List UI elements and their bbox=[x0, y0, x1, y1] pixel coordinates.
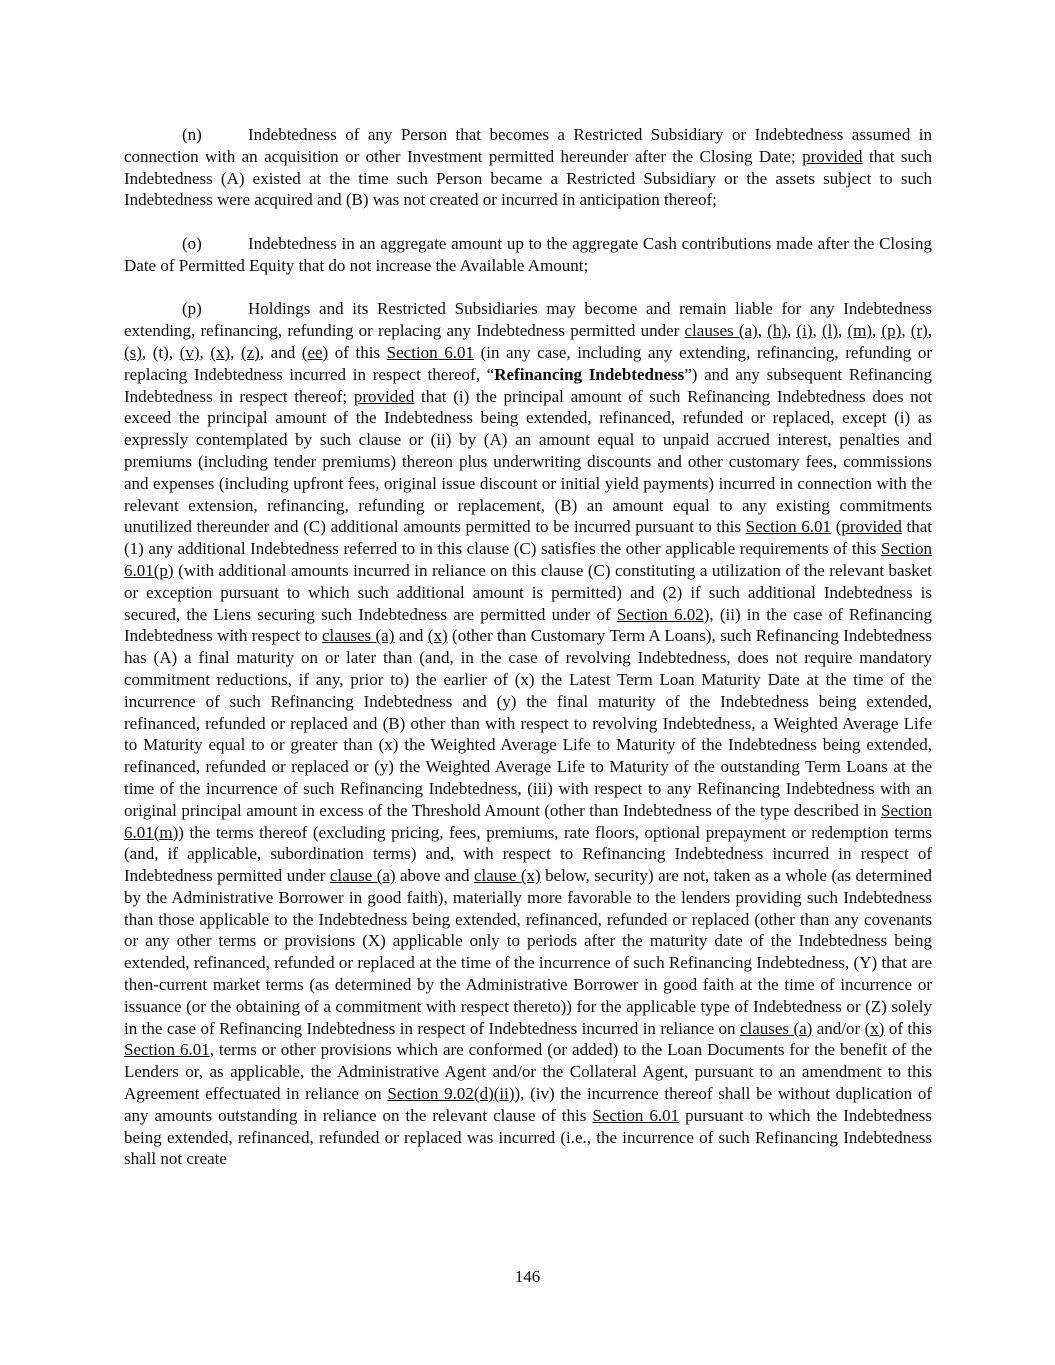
text-segment: above and bbox=[395, 866, 474, 886]
text-segment: below, security) are not, taken as a whole (as determined by the Administrative Borrower in good faith), materially more favorable to the lenders providing such Indebtedness than those applicable to the Indebtedness being extended, refinanced, refunded or replaced (other than any covenants or any other terms or provisions (X) applicable only to periods after the maturity date of the Indebtedness being extended, refinanced, refunded or replaced at the time of the incurrence of such Refinancing Indebtedness, (Y) that are then-current market terms (as determined by the Administrative Borrower in good faith at the time of incurrence or issuance (or the obtaining of a commitment with respect thereto)) for the applicable type of Indebtedness or (Z) solely in the case of Refinancing Indebtedness in respect of Indebtedness incurred in reliance on bbox=[124, 866, 933, 1038]
cross-reference: (i) bbox=[796, 321, 813, 341]
text-segment: Holdings and its Restricted Subsidiaries may become and remain liable for any Indebtedness extending, refinancing, refunding or replacing any Indebtedness permitted under bbox=[124, 299, 932, 341]
text-segment: of this bbox=[884, 1018, 932, 1038]
cross-reference: (h) bbox=[767, 321, 787, 341]
cross-reference: (x) bbox=[864, 1018, 885, 1038]
text-segment: ( bbox=[831, 517, 842, 537]
cross-reference: Section 9.02(d)(ii) bbox=[387, 1084, 515, 1104]
cross-reference: clauses (a) bbox=[322, 626, 395, 646]
text-segment: (with additional amounts incurred in reliance on this clause (C) constituting a utilization of the relevant basket or exception pursuant to which such additional amount is permitted) and (2) if such additional Indebtedness is secured, the Liens securing such Indebtedness are permitted under of bbox=[124, 560, 932, 624]
text-segment: and bbox=[394, 626, 428, 646]
paragraph-n bbox=[124, 124, 932, 211]
text-segment: , bbox=[230, 342, 241, 362]
paragraph-label: (o) bbox=[182, 233, 202, 253]
document-body bbox=[124, 124, 932, 1170]
paragraph-p bbox=[124, 298, 932, 1170]
defined-term: Refinancing Indebtedness bbox=[494, 364, 685, 384]
cross-reference: (x) bbox=[210, 342, 231, 362]
text-segment: (other than Customary Term A Loans), such Refinancing Indebtedness has (A) a final maturity on or later than (and, in the case of revolving Indebtedness, does not require mandatory commitment reductions, if any, prior to) the earlier of (x) the Latest Term Loan Maturity Date at the time of the incurrence of such Refinancing Indebtedness and (y) the final maturity of the Indebtedness being extended, refinanced, refunded or replaced and (B) other than with respect to revolving Indebtedness, a Weighted Average Life to Maturity equal to or greater than (x) the Weighted Average Life to Maturity of the Indebtedness being extended, refinanced, refunded or replaced or (y) the Weighted Average Life to Maturity of the outstanding Term Loans at the time of the incurrence of such Refinancing Indebtedness, (iii) with respect to any Refinancing Indebtedness with an original principal amount in excess of the Threshold Amount (other than Indebtedness of the type described in bbox=[124, 626, 933, 820]
text-segment: , and bbox=[259, 342, 302, 362]
text-segment: , bbox=[927, 321, 933, 341]
text-segment: , bbox=[812, 321, 822, 341]
text-segment: pursuant to which the Indebtedness being extended, refinanced, refunded or replaced was incurred (i.e., the incurrence of such Refinancing Indebtedness shall not create bbox=[124, 1105, 932, 1169]
text-segment: , bbox=[901, 321, 911, 341]
text-segment: , bbox=[838, 321, 848, 341]
text-segment: , bbox=[872, 321, 882, 341]
text-segment: , bbox=[199, 342, 211, 362]
text-segment: , (t), bbox=[141, 342, 180, 362]
cross-reference: Section 6.01(p) bbox=[124, 539, 932, 580]
text-segment: (in any case, including any extending, refinancing, refunding or replacing Indebtedness incurred in respect thereof, “ bbox=[124, 342, 933, 384]
cross-reference: provided bbox=[802, 146, 863, 166]
text-segment: ”) and any subsequent Refinancing Indebtedness in respect thereof; bbox=[124, 364, 932, 406]
text-segment: ) the terms thereof (excluding pricing, fees, premiums, rate floors, optional prepayment or redemption terms (and, if applicable, subordination terms) and, with respect to Refinancing Indebtedness incurred in respect of Indebtedness permitted under bbox=[124, 822, 932, 886]
cross-reference: (p) bbox=[881, 321, 902, 341]
text-segment: Indebtedness of any Person that becomes a Restricted Subsidiary or Indebtedness assumed in connection with an acquisition or other Investment permitted hereunder after the Closing Date; bbox=[124, 125, 932, 166]
cross-reference: (r) bbox=[910, 321, 928, 341]
cross-reference: Section 6.02 bbox=[616, 604, 704, 624]
cross-reference: clause (a) bbox=[329, 866, 396, 886]
text-segment: , terms or other provisions which are conformed (or added) to the Loan Documents for the benefit of the Lenders or, as applicable, the Administrative Agent and/or the Collateral Agent, pursuant to an amendment to this Agreement effectuated in reliance on bbox=[124, 1040, 932, 1104]
document-page bbox=[124, 124, 932, 1192]
cross-reference: Section 6.01 bbox=[386, 342, 474, 362]
cross-reference: (s) bbox=[124, 342, 142, 362]
text-segment: Indebtedness in an aggregate amount up to the aggregate Cash contributions made after the Closing Date of Permitted Equity that do not increase the Available Amount; bbox=[124, 233, 932, 275]
paragraph-o bbox=[124, 233, 932, 277]
cross-reference: clauses (a) bbox=[684, 321, 758, 341]
cross-reference: Section 6.01 bbox=[745, 517, 832, 537]
cross-reference: (x) bbox=[427, 626, 448, 646]
cross-reference: provided bbox=[841, 517, 902, 537]
text-segment: and/or bbox=[812, 1018, 865, 1038]
cross-reference: (l) bbox=[821, 321, 839, 341]
cross-reference: (v) bbox=[179, 342, 200, 362]
text-segment: of this bbox=[328, 342, 387, 362]
cross-reference: (m) bbox=[847, 321, 873, 341]
text-segment: , bbox=[757, 321, 768, 341]
cross-reference: provided bbox=[353, 386, 415, 406]
text-segment: ), (ii) in the case of Refinancing Indebtedness with respect to bbox=[124, 604, 933, 646]
cross-reference: (z) bbox=[240, 342, 260, 362]
cross-reference: Section 6.01(m) bbox=[124, 800, 932, 842]
cross-reference: Section 6.01 bbox=[592, 1105, 680, 1125]
text-segment: that (1) any additional Indebtedness referred to in this clause (C) satisfies the other applicable requirements of this bbox=[124, 517, 932, 559]
paragraph-label: (n) bbox=[182, 125, 202, 144]
cross-reference: (ee) bbox=[301, 342, 329, 362]
paragraph-label: (p) bbox=[182, 299, 202, 319]
cross-reference: Section 6.01 bbox=[124, 1040, 210, 1060]
text-segment: ), (iv) the incurrence thereof shall be without duplication of any amounts outstanding in reliance on the relevant clause of this bbox=[124, 1084, 932, 1125]
cross-reference: clause (x) bbox=[473, 866, 541, 886]
text-segment: that such Indebtedness (A) existed at the time such Person became a Restricted Subsidiary or the assets subject to such Indebtedness were acquired and (B) was not created or incurred in anticipation thereof; bbox=[124, 146, 932, 210]
text-segment: that (i) the principal amount of such Refinancing Indebtedness does not exceed the principal amount of the Indebtedness being extended, refinanced, refunded or replaced, except (i) as expressly contemplated by such clause or (ii) by (A) an amount equal to unpaid accrued interest, penalties and premiums (including tender premiums) thereon plus underwriting discounts and other customary fees, commissions and expenses (including upfront fees, original issue discount or initial yield payments) incurred in connection with the relevant extension, refinancing, refunding or replacement, (B) an amount equal to any existing commitments unutilized thereunder and (C) additional amounts permitted to be incurred pursuant to this bbox=[124, 386, 932, 537]
text-segment: , bbox=[786, 321, 797, 341]
page-number: 146 bbox=[514, 1267, 541, 1286]
cross-reference: clauses (a) bbox=[739, 1018, 813, 1038]
